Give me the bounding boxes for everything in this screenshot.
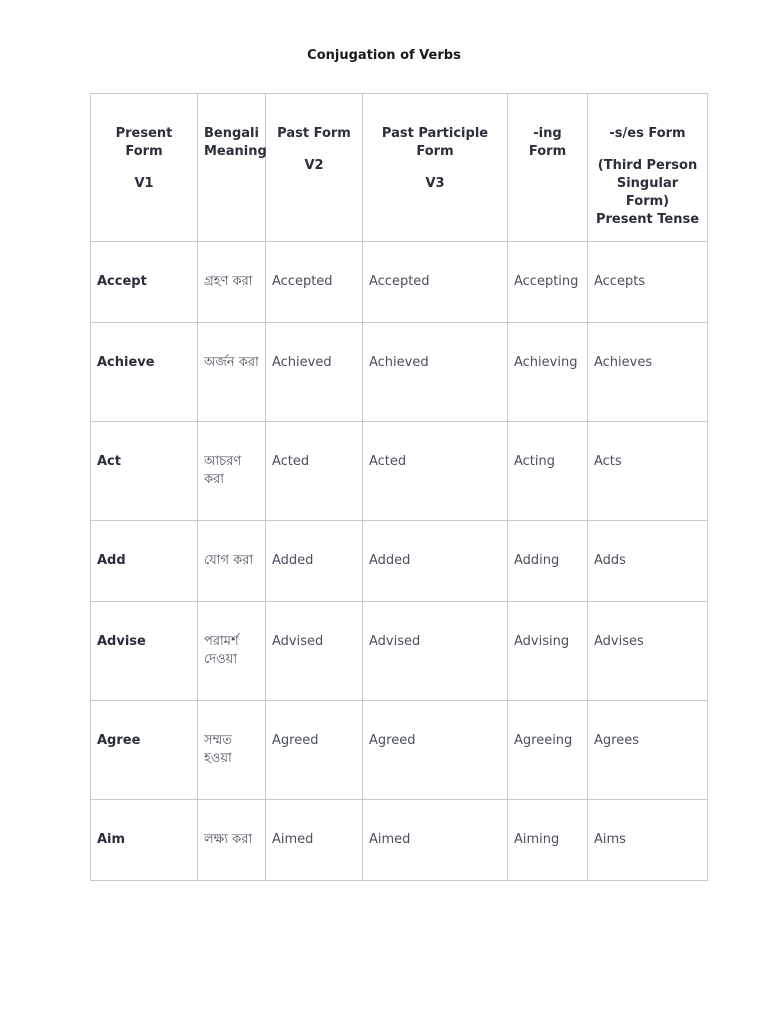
cell-v3: Accepted	[363, 242, 508, 323]
cell-ing: Aiming	[508, 800, 588, 881]
cell-v1: Aim	[91, 800, 198, 881]
cell-v1: Agree	[91, 701, 198, 800]
header-past-participle-form	[363, 94, 508, 242]
header-label: Past Participle Form	[381, 126, 489, 159]
header-spacer	[97, 161, 191, 175]
cell-v1: Achieve	[91, 323, 198, 422]
header-sublabel: Present Tense	[595, 212, 700, 227]
cell-bengali: যোগ করা	[198, 521, 266, 602]
cell-v3: Added	[363, 521, 508, 602]
cell-ses: Advises	[588, 602, 708, 701]
table-row	[91, 602, 708, 701]
cell-v2: Achieved	[266, 323, 363, 422]
header-row	[91, 94, 708, 242]
cell-v2: Added	[266, 521, 363, 602]
header-ing-form	[508, 94, 588, 242]
header-sublabel: V2	[304, 158, 324, 173]
cell-ses: Acts	[588, 422, 708, 521]
cell-v1: Advise	[91, 602, 198, 701]
cell-ing: Agreeing	[508, 701, 588, 800]
header-label: Past Form	[277, 126, 351, 141]
cell-ses: Adds	[588, 521, 708, 602]
header-sublabel: V1	[134, 176, 154, 191]
header-label: Present Form	[115, 126, 173, 159]
header-spacer	[369, 161, 501, 175]
cell-bengali: লক্ষ্য করা	[198, 800, 266, 881]
header-ses-form	[588, 94, 708, 242]
header-spacer	[594, 143, 701, 157]
cell-v3: Aimed	[363, 800, 508, 881]
cell-ses: Achieves	[588, 323, 708, 422]
header-sublabel: V3	[425, 176, 445, 191]
header-past-form	[266, 94, 363, 242]
header-spacer	[272, 143, 356, 157]
cell-ing: Adding	[508, 521, 588, 602]
cell-v3: Acted	[363, 422, 508, 521]
cell-v1: Act	[91, 422, 198, 521]
cell-ses: Aims	[588, 800, 708, 881]
cell-bengali: গ্রহণ করা	[198, 242, 266, 323]
header-label: -s/es Form	[609, 126, 686, 141]
cell-ses: Agrees	[588, 701, 708, 800]
cell-ing: Advising	[508, 602, 588, 701]
cell-bengali: আচরণ করা	[198, 422, 266, 521]
table-row	[91, 242, 708, 323]
cell-v1: Accept	[91, 242, 198, 323]
header-sublabel: Singular Form)	[616, 176, 679, 209]
cell-ing: Accepting	[508, 242, 588, 323]
page-title: Conjugation of Verbs	[307, 48, 461, 63]
cell-ing: Achieving	[508, 323, 588, 422]
cell-v3: Advised	[363, 602, 508, 701]
header-label: Meaning	[204, 144, 267, 159]
cell-bengali: অর্জন করা	[198, 323, 266, 422]
table-row	[91, 800, 708, 881]
cell-v2: Aimed	[266, 800, 363, 881]
cell-v2: Agreed	[266, 701, 363, 800]
header-label: Bengali	[204, 126, 259, 141]
table-row	[91, 323, 708, 422]
cell-bengali: সম্মত হওয়া	[198, 701, 266, 800]
table-row	[91, 521, 708, 602]
cell-v1: Add	[91, 521, 198, 602]
cell-ing: Acting	[508, 422, 588, 521]
header-bengali-meaning	[198, 94, 266, 242]
cell-v2: Acted	[266, 422, 363, 521]
header-label: -ing Form	[528, 126, 567, 159]
cell-v2: Accepted	[266, 242, 363, 323]
cell-bengali: পরামর্শ দেওয়া	[198, 602, 266, 701]
header-sublabel: (Third Person	[597, 158, 698, 173]
cell-ses: Accepts	[588, 242, 708, 323]
cell-v3: Achieved	[363, 323, 508, 422]
table-row	[91, 701, 708, 800]
cell-v3: Agreed	[363, 701, 508, 800]
header-present-form	[91, 94, 198, 242]
cell-v2: Advised	[266, 602, 363, 701]
table-row	[91, 422, 708, 521]
conjugation-table	[90, 93, 708, 881]
